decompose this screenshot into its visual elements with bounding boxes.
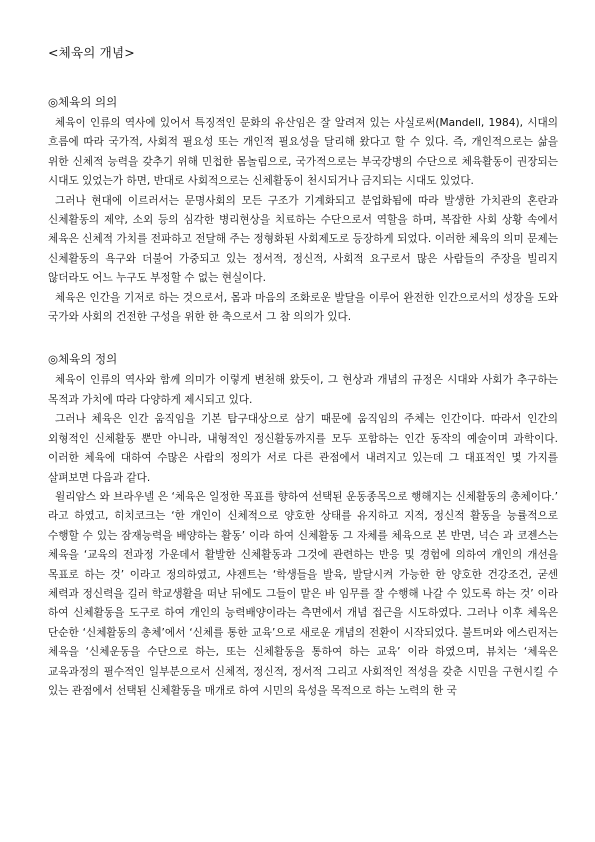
document-page [48, 44, 558, 725]
paragraph: 윌리암스 와 브라우넬 은 ‘체육은 일정한 목표를 향하여 선택된 운동종목으로 행해지는 신체활동의 총체이다.’ 라고 하였고, 히치코크는 ‘한 개인이 신체적으로 양호한 상태를 유지하고 지적, 정신적 활동을 능률적으로 수행할 수 있는 잠재능력을 배양하는 활동’ 이라 하여 신체활동 그 자체를 체육으로 본 반면, 넉슨 과 코젠스는 체육을 ‘교육의 전과정 가운데서 활발한 신체활동과 그것에 관련하는 반응 및 경험에 의하여 개인의 개선을 목표로 하는 것’ 이라고 정의하였고, 샤젠트는 ‘학생들을 발육, 발달시켜 가능한 한 양호한 건강조건, 굳센 체력과 정신력을 길러 학교생활을 떠난 뒤에도 그들이 맡은 바 임무를 잘 수행해 나갈 수 있도록 하는 것’ 이라 하여 신체활동을 도구로 하여 개인의 능력배양이라는 측면에서 개념 접근을 시도하였다. 그러나 이후 체육은 단순한 ‘신체활동의 총체’에서 ‘신체를 통한 교육’으로 새로운 개념의 전환이 시작되었다. 불트머와 에스린저는 체육을 ‘신체운동을 수단으로 하는, 또는 신체활동을 통하여 하는 교육’ 이라 하였으며, 뷰치는 ‘체육은 교육과정의 필수적인 일부분으로서 신체적, 정신적, 정서적 그리고 사회적인 적성을 갖춘 시민을 구현시킬 수 있는 관점에서 선택된 신체활동을 매개로 하여 시민의 육성을 목적으로 하는 노력의 한 국 [48, 490, 558, 697]
document-title: <체육의 개념> [48, 45, 135, 60]
section-significance [48, 94, 558, 327]
paragraph: 그러나 현대에 이르러서는 문명사회의 모든 구조가 기계화되고 분업화됨에 따라 발생한 가치관의 혼란과 신체활동의 제약, 소외 등의 심각한 병리현상을 치료하는 수단으로서 역할을 하며, 복잡한 사회 상황 속에서 체육은 신체적 가치를 전파하고 전달해 주는 정형화된 사회제도로 등장하게 되었다. 이러한 체육의 의미 문제는 신체활동의 욕구와 더불어 가중되고 있는 정서적, 정신적, 사회적 요구로서 많은 사람들의 주장을 빌리지 않더라도 어느 누구도 부정할 수 없는 현실이다. [48, 194, 558, 285]
section-heading: ◎체육의 정의 [48, 352, 118, 367]
paragraph: 체육이 인류의 역사와 함께 의미가 이렇게 변천해 왔듯이, 그 현상과 개념의 규정은 시대와 사회가 추구하는 목적과 가치에 따라 다양하게 제시되고 있다. [48, 374, 558, 406]
section-heading: ◎체육의 의의 [48, 95, 118, 109]
paragraph: 그러나 체육은 인간 움직임을 기본 탐구대상으로 삼기 때문에 움직임의 주체는 인간이다. 따라서 인간의 외형적인 신체활동 뿐만 아니라, 내형적인 정신활동까지를 모두 포함하는 인간 동작의 예술이며 과학이다. 이러한 체육에 대하여 수많은 사람의 정의가 서로 다른 관점에서 내려지고 있는데 그 대표적인 몇 가지를 살펴보면 다음과 같다. [48, 413, 558, 484]
section-definition [48, 351, 558, 701]
paragraph: 체육이 인류의 역사에 있어서 특징적인 문화의 유산임은 잘 알려져 있는 사실로써(Mandell, 1984), 시대의 흐름에 따라 국가적, 사회적 필요성 또는 개인적 필요성을 달리해 왔다고 할 수 있다. 즉, 개인적으로는 삶을 위한 신체적 능력을 갖추기 위해 민첩한 몸놀림으로, 국가적으로는 부국강병의 수단으로 체육활동이 권장되는 시대도 있었는가 하면, 반대로 사회적으로는 신체활동이 천시되거나 금지되는 시대도 있었다. [48, 117, 558, 188]
paragraph: 체육은 인간을 기저로 하는 것으로서, 몸과 마음의 조화로운 발달을 이루어 완전한 인간으로서의 성장을 도와 국가와 사회의 건전한 구성을 위한 한 축으로서 그 참 의의가 있다. [48, 291, 558, 324]
